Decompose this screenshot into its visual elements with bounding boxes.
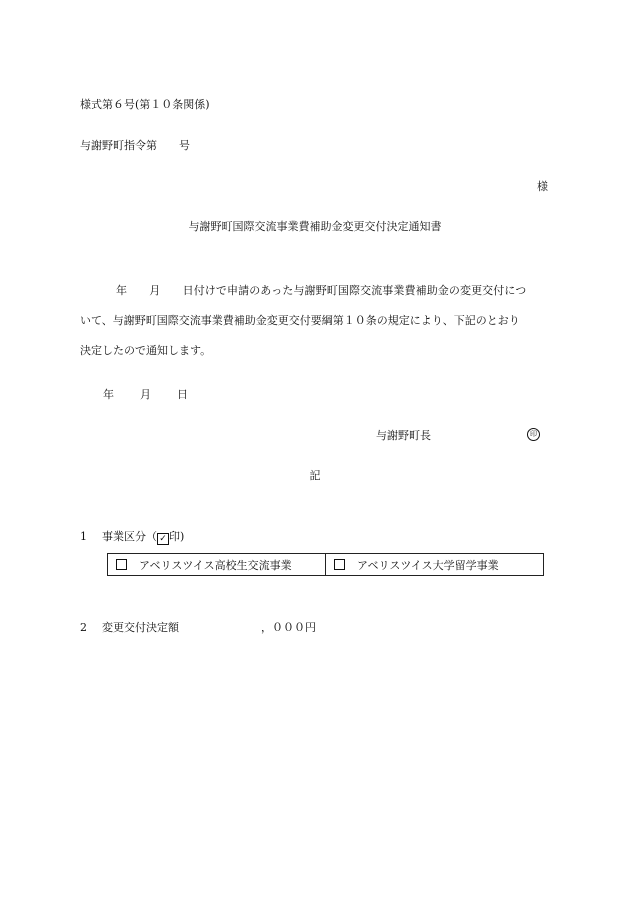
- addressee-honorific: 様: [537, 180, 548, 193]
- body-line-3: 決定したので通知します。: [80, 344, 212, 357]
- option-label: アベリスツイス高校生交流事業: [139, 558, 292, 572]
- document-title: 与謝野町国際交流事業費補助金変更交付決定通知書: [188, 220, 442, 233]
- ki-heading: 記: [309, 469, 321, 482]
- checkbox-icon[interactable]: [334, 559, 345, 570]
- date-day: 日: [177, 388, 188, 401]
- body-line-2: いて、与謝野町国際交流事業費補助金変更交付要綱第１０条の規定により、下記のとおり: [80, 314, 520, 327]
- reference-label: 与謝野町指令第: [80, 139, 157, 152]
- item-2-number: 2: [80, 621, 87, 634]
- date-month: 月: [140, 388, 151, 401]
- reference-number: [80, 137, 190, 153]
- checkbox-icon[interactable]: [116, 559, 127, 570]
- seal-mark: 印: [527, 428, 540, 441]
- date-year: 年: [103, 388, 114, 401]
- option-university-study[interactable]: [325, 554, 543, 575]
- option-label: アベリスツイス大学留学事業: [357, 558, 499, 572]
- item-2-amount: [80, 619, 316, 635]
- item-1-heading: [80, 528, 184, 545]
- body-line-1: 年 月 日付けで申請のあった与謝野町国際交流事業費補助金の変更交付につ: [116, 284, 527, 297]
- item-2-value: ，０００円: [261, 621, 316, 634]
- signer-name: 与謝野町長: [376, 429, 431, 442]
- issue-date: [103, 386, 188, 402]
- checkmark-icon: ✓: [157, 533, 169, 545]
- business-category-table: [107, 553, 544, 576]
- item-1-label: 事業区分（: [102, 530, 157, 543]
- item-2-label: 変更交付決定額: [102, 621, 179, 634]
- form-number: 様式第６号(第１０条関係): [80, 98, 210, 111]
- item-1-label-end: 印): [169, 530, 185, 543]
- option-highschool-exchange[interactable]: [108, 554, 325, 575]
- item-1-number: 1: [80, 530, 87, 543]
- reference-suffix: 号: [179, 139, 190, 152]
